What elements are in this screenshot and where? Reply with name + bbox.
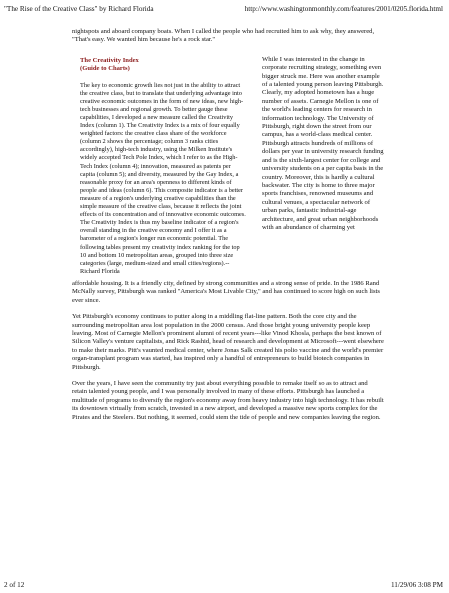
intro-paragraph: nightspots and aboard company boats. When I called the people who had recruited him to ask why, they answered, "That's easy. We wanted him because he's a rock star." <box>72 28 375 44</box>
paragraph-economy: Yet Pittsburgh's economy continues to putter along in a middling flat-line pattern. Both the core city and the surrounding metropolitan area lost population in the 2000 census. And those bright young university people keep leaving. Most of Carnegie Mellon's prominent alumni of recent years---like Vinod Khosla, perhaps the best known of Silicon Valley's venture capitalists, and Rick Rashid, head of research and development at Microsoft---went elsewhere to make their marks. Pitt's vaunted medical center, where Jonas Salk created his polio vaccine and the world's premier organ-transplant program was started, has inspired only a handful of entrepreneurs to build biotech companies in Pittsburgh. <box>72 313 384 371</box>
paragraph-housing: affordable housing. It is a friendly city, defined by strong communities and a strong sense of pride. In the 1986 Rand McNally survey, Pittsburgh was ranked "America's Most Livable City," and has continued to score high on such lists ever since. <box>72 279 380 304</box>
sidebar-subtitle: (Guide to Charts) <box>80 65 130 73</box>
two-column-section <box>72 53 384 280</box>
print-timestamp: 11/29/06 3:08 PM <box>390 581 443 589</box>
sidebar-title: The Creativity Index <box>80 56 139 64</box>
print-header-url: http://www.washingtonmonthly.com/features/2001/0205.florida.html <box>244 5 443 13</box>
creativity-index-sidebar <box>72 53 252 280</box>
page-number: 2 of 12 <box>4 581 25 589</box>
article-body <box>72 28 384 422</box>
paragraph-efforts: Over the years, I have seen the community try just about everything possible to remake itself so as to attract and retain talented young people, and I was personally involved in many of these efforts. Pittsburgh has launched a multitude of programs to diversify the region's economy away from heavy industry into high technology. It has rebuilt its downtown virtually from scratch, invested in a new airport, and developed a massive new sports complex for the Pirates and the Steelers. But nothing, it seemed, could stem the tide of people and new companies leaving the region. <box>72 379 384 421</box>
print-header-title: "The Rise of the Creative Class" by Richard Florida <box>4 5 154 13</box>
article-column-text: While I was interested in the change in corporate recruiting strategy, something even bigger struck me. Here was another example of a talented young person leaving Pittsburgh. Clearly, my adopted hometown has a huge number of assets. Carnegie Mellon is one of the world's leading centers for research in information technology. The University of Pittsburgh, right down the street from our campus, has a world-class medical center. Pittsburgh attracts hundreds of millions of dollars per year in university research funding and is the sixth-largest center for college and university students on a per capita basis in the country. Moreover, this is hardly a cultural backwater. The city is home to three major sports franchises, renowned museums and cultural venues, a spectacular network of urban parks, fantastic industrial-age architecture, and great urban neighborhoods with an abundance of charming yet <box>262 55 384 231</box>
sidebar-body: The key to economic growth lies not just in the ability to attract the creative class, but to translate that underlying advantage into creative economic outcomes in the form of new ideas, new high-tech businesses and regional growth. To better gauge these capabilities, I developed a new measure called the Creativity Index (column 1). The Creativity Index is a mix of four equally weighted factors: the creative class share of the workforce (column 2 shows the percentage; column 3 ranks cities accordingly), high-tech industry, using the Milken Institute's widely accepted Tech Pole Index, which I refer to as the High-Tech Index (column 4); innovation, measured as patents per capita (column 5); and diversity, measured by the Gay Index, a reasonable proxy for an area's openness to different kinds of people and ideas (column 6). This composite indicator is a better measure of a region's underlying creative capabilities than the simple measure of the creative class, because it reflects the joint effects of its concentration and of innovative economic outcomes. The Creativity Index is thus my baseline indicator of a region's overall standing in the creative economy and I offer it as a barometer of a region's longer run economic potential. The following tables present my creativity index ranking for the top 10 and bottom 10 metropolitan areas, grouped into three size categories (large, medium-sized and small cities/regions).--Richard Florida <box>80 81 246 275</box>
